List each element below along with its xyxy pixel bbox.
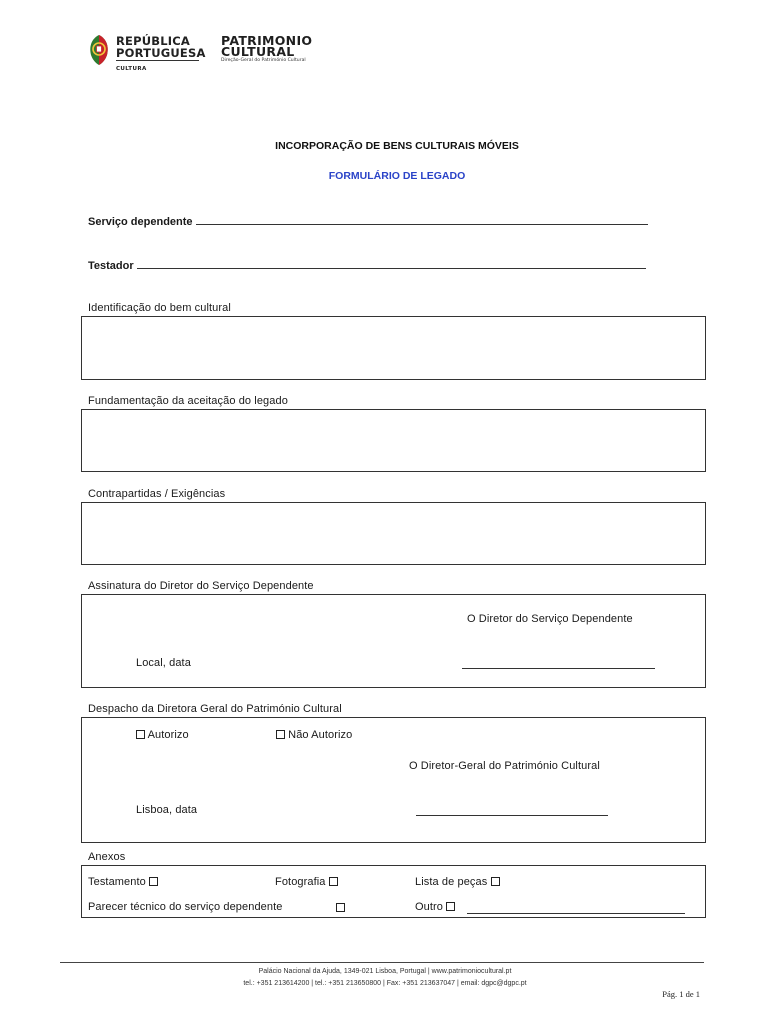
cultura-wordmark: CULTURA [116,66,147,72]
footer-divider [60,962,704,963]
testamento-label: Testamento [88,876,146,888]
assinatura-label: Assinatura do Diretor do Serviço Dependente [88,580,314,592]
nao-autorizo-checkbox[interactable] [276,730,285,739]
republica-portuguesa-wordmark: REPÚBLICA PORTUGUESA [116,34,206,60]
lista-pecas-option[interactable] [415,876,500,888]
patrimonio-cultural-logo [221,35,321,67]
testador-field[interactable] [88,258,646,272]
testador-label: Testador [88,260,134,272]
lista-pecas-checkbox[interactable] [491,877,500,886]
servico-dependente-field[interactable] [88,214,648,228]
page-number: Pág. 1 de 1 [662,989,700,999]
nao-autorizo-label: Não Autorizo [288,729,353,741]
outro-specify-line[interactable] [467,912,685,914]
autorizo-option[interactable] [136,729,189,741]
anexos-box [81,865,706,918]
fundamentacao-label: Fundamentação da aceitação do legado [88,395,288,407]
autorizo-checkbox[interactable] [136,730,145,739]
diretor-servico-label: O Diretor do Serviço Dependente [467,613,633,625]
parecer-tecnico-checkbox[interactable] [336,903,345,912]
fotografia-option[interactable] [275,876,338,888]
contrapartidas-label: Contrapartidas / Exigências [88,488,226,500]
autorizo-label: Autorizo [147,729,189,741]
fotografia-checkbox[interactable] [329,877,338,886]
despacho-label: Despacho da Diretora Geral do Património Cultural [88,703,342,715]
patrimonio-cultural-wordmark: PATRIMONIO CULTURAL [221,33,313,59]
assinatura-box [81,594,706,688]
identificacao-label: Identificação do bem cultural [88,302,231,314]
dgpc-subtitle: Direção-Geral do Património Cultural [221,58,306,63]
testamento-option[interactable] [88,876,158,888]
servico-dependente-line[interactable] [196,214,648,225]
lisboa-data-label: Lisboa, data [136,804,198,816]
diretor-signature-line[interactable] [462,667,655,669]
anexos-label: Anexos [88,851,126,863]
outro-label: Outro [415,901,444,913]
local-data-label: Local, data [136,657,191,669]
footer-address: Palácio Nacional da Ajuda, 1349-021 Lisboa, Portugal | www.patrimoniocultural.pt [258,968,512,975]
servico-dependente-label: Serviço dependente [88,216,193,228]
parecer-tecnico-label: Parecer técnico do serviço dependente [88,901,283,913]
diretor-geral-label: O Diretor-Geral do Património Cultural [409,760,600,772]
republica-portuguesa-logo [86,33,206,75]
identificacao-box[interactable] [81,316,706,380]
diretor-geral-signature-line[interactable] [416,814,608,816]
outro-option[interactable] [415,901,455,913]
logo-divider [116,60,199,61]
form-title: INCORPORAÇÃO DE BENS CULTURAIS MÓVEIS [275,140,519,152]
testamento-checkbox[interactable] [149,877,158,886]
portuguese-coat-of-arms-icon [86,33,112,67]
contrapartidas-box[interactable] [81,502,706,565]
despacho-box [81,717,706,843]
testador-line[interactable] [137,258,646,269]
footer-contacts: tel.: +351 213614200 | tel.: +351 213650800 | Fax: +351 213637047 | email: dgpc@dgpc.pt [243,980,527,987]
lista-pecas-label: Lista de peças [415,876,488,888]
fundamentacao-box[interactable] [81,409,706,472]
outro-checkbox[interactable] [446,902,455,911]
nao-autorizo-option[interactable] [276,729,352,741]
form-subtitle: FORMULÁRIO DE LEGADO [328,170,466,182]
fotografia-label: Fotografia [275,876,326,888]
